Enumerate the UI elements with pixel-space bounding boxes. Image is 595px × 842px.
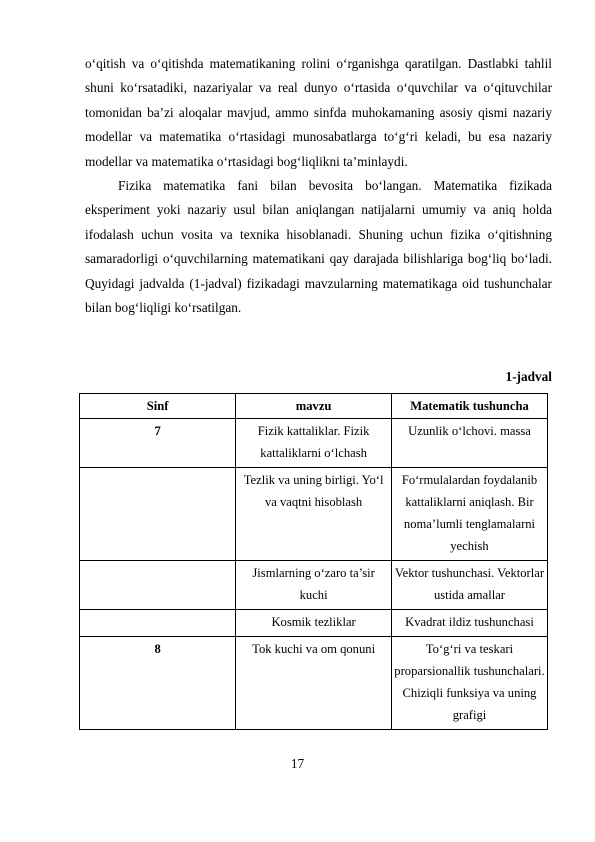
cell-tushuncha: Vektor tushunchasi. Vektorlar ustida amallar <box>391 561 547 610</box>
cell-sinf <box>80 610 236 637</box>
cell-tushuncha: To‘g‘ri va teskari proparsionallik tushunchalari. Chiziqli funksiya va uning grafigi <box>391 637 547 730</box>
page-number: 17 <box>290 756 305 771</box>
table-row <box>80 561 548 610</box>
cell-sinf: 7 <box>80 419 236 468</box>
table-row <box>80 468 548 561</box>
cell-sinf <box>80 561 236 610</box>
paragraph-1: o‘qitish va o‘qitishda matematikaning rolini o‘rganishga qaratilgan. Dastlabki tahlil shuni ko‘rsatadiki, nazariyalar va real dunyo o‘rtasida o‘quvchilar va o‘qituvchilar tomonidan ba’zi aloqalar mavjud, ammo sinfda muhokamaning asosiy qismi nazariy modellar va matematika o‘rtasidagi munosabatlarga to‘g‘ri keladi, bu esa nazariy modellar va matematika o‘rtasidagi bog‘liqlikni ta’minlaydi. <box>85 56 552 169</box>
cell-sinf <box>80 468 236 561</box>
cell-mavzu: Jismlarning o‘zaro ta’sir kuchi <box>236 561 392 610</box>
cell-tushuncha: Fo‘rmulalardan foydalanib kattaliklarni aniqlash. Bir noma’lumli tenglamalarni yechish <box>391 468 547 561</box>
table-row <box>80 610 548 637</box>
table-row <box>80 419 548 468</box>
table-row <box>80 637 548 730</box>
cell-tushuncha: Kvadrat ildiz tushunchasi <box>391 610 547 637</box>
header-sinf: Sinf <box>80 394 236 419</box>
topics-table <box>79 393 548 730</box>
cell-mavzu: Tok kuchi va om qonuni <box>236 637 392 730</box>
paragraph-2: Fizika matematika fani bilan bevosita bo‘langan. Matematika fizikada eksperiment yoki nazariy usul bilan aniqlangan natijalarni umumiy va aniq holda ifodalash uchun vosita va texnika hisoblanadi. Shuning uchun fizika o‘qitishning samaradorligi o‘quvchilarning matematikani qay darajada bilishlariga bog‘liq bo‘ladi. Quyidagi jadvalda (1-jadval) fizikadagi mavzularning matematikaga oid tushunchalar bilan bog‘liqligi ko‘rsatilgan. <box>85 178 552 316</box>
cell-tushuncha: Uzunlik o‘lchovi. massa <box>391 419 547 468</box>
table-header-row <box>80 394 548 419</box>
header-tushuncha: Matematik tushuncha <box>391 394 547 419</box>
cell-mavzu: Tezlik va uning birligi. Yo‘l va vaqtni hisoblash <box>236 468 392 561</box>
table-label: 1-jadval <box>505 369 552 384</box>
cell-sinf: 8 <box>80 637 236 730</box>
header-mavzu: mavzu <box>236 394 392 419</box>
cell-mavzu: Fizik kattaliklar. Fizik kattaliklarni o‘lchash <box>236 419 392 468</box>
cell-mavzu: Kosmik tezliklar <box>236 610 392 637</box>
